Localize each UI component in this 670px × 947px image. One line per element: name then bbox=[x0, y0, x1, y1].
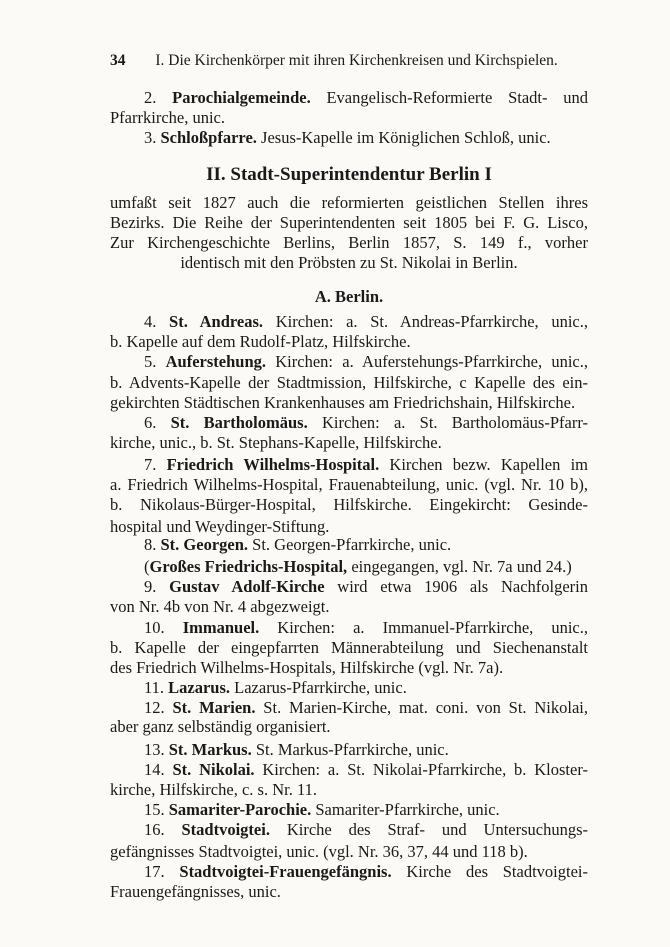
text-segment: 7. bbox=[144, 455, 167, 474]
text-line bbox=[110, 535, 588, 555]
text-segment: St. Marien-Kirche, mat. coni. von St. Nikolai, bbox=[255, 698, 588, 717]
text-segment: Kirche des Straf- und Untersuchungs- bbox=[269, 820, 588, 839]
text-line bbox=[110, 128, 588, 148]
text-segment: b. Kapelle auf dem Rudolf-Platz, Hilfskirche. bbox=[110, 332, 411, 351]
text-segment: 12. bbox=[144, 698, 173, 717]
text-segment: 10. bbox=[144, 618, 183, 637]
section-heading bbox=[110, 165, 588, 185]
text-segment: 16. bbox=[144, 820, 182, 839]
page-number: 34 bbox=[110, 52, 126, 69]
entry-name: Schloßpfarre. bbox=[160, 128, 257, 147]
entry-name: Immanuel. bbox=[182, 618, 260, 637]
text-line bbox=[110, 678, 588, 698]
running-title: I. Die Kirchenkörper mit ihren Kirchenkreisen und Kirchspielen. bbox=[155, 52, 558, 69]
text-segment: 17. bbox=[144, 862, 180, 881]
text-line bbox=[110, 193, 588, 213]
text-line bbox=[110, 820, 588, 840]
entry-name: St. Bartholomäus. bbox=[170, 413, 308, 432]
text-segment: St. Markus-Pfarrkirche, unic. bbox=[251, 740, 449, 759]
text-line bbox=[110, 352, 588, 372]
text-line bbox=[110, 312, 588, 332]
text-segment: Kirchen: a. St. Bartholomäus-Pfarr- bbox=[307, 413, 588, 432]
text-line bbox=[110, 108, 588, 128]
text-segment: Jesus-Kapelle im Königlichen Schloß, unic. bbox=[256, 128, 551, 147]
text-line bbox=[110, 517, 588, 537]
text-segment: a. Friedrich Wilhelms-Hospital, Frauenabteilung, unic. (vgl. Nr. 10 b), bbox=[110, 475, 588, 494]
text-segment: b. Nikolaus-Bürger-Hospital, Hilfskirche. Eingekircht: Gesinde- bbox=[110, 495, 588, 514]
text-segment: wird etwa 1906 als Nachfolgerin bbox=[324, 577, 588, 596]
text-segment: Kirchen: a. Auferstehungs-Pfarrkirche, unic., bbox=[266, 352, 588, 371]
text-segment: Frauengefängnisses, unic. bbox=[110, 882, 281, 901]
text-segment: Evangelisch-Reformierte Stadt- und bbox=[310, 88, 588, 107]
text-segment: 13. bbox=[144, 740, 169, 759]
text-segment: 6. bbox=[144, 413, 171, 432]
text-segment: hospital und Weydinger-Stiftung. bbox=[110, 517, 330, 536]
text-line bbox=[110, 393, 588, 413]
text-segment: umfaßt seit 1827 auch die reformierten geistlichen Stellen ihres bbox=[110, 193, 588, 212]
text-line bbox=[110, 475, 588, 495]
text-segment: Lazarus-Pfarrkirche, unic. bbox=[230, 678, 407, 697]
entry-name: Parochialgemeinde. bbox=[172, 88, 311, 107]
entry-name: Großes Friedrichs-Hospital, bbox=[149, 557, 348, 576]
text-segment: 9. bbox=[144, 577, 170, 596]
text-segment: 14. bbox=[144, 760, 173, 779]
running-header bbox=[110, 52, 558, 70]
text-segment: b. Kapelle der eingepfarrten Männerabteilung und Siechenanstalt bbox=[110, 638, 588, 657]
text-segment: II. Stadt-Superintendentur Berlin I bbox=[206, 164, 492, 185]
text-segment: gekirchten Städtischen Krankenhauses am Friedrichshain, Hilfskirche. bbox=[110, 393, 576, 412]
text-segment: 11. bbox=[144, 678, 169, 697]
text-segment: kirche, unic., b. St. Stephans-Kapelle, Hilfskirche. bbox=[110, 433, 442, 452]
text-line bbox=[110, 233, 588, 253]
text-line bbox=[110, 618, 588, 638]
entry-name: Lazarus. bbox=[168, 678, 231, 697]
text-segment: Kirchen bezw. Kapellen im bbox=[379, 455, 588, 474]
entry-name: St. Andreas. bbox=[169, 312, 264, 331]
entry-name: St. Georgen. bbox=[160, 535, 249, 554]
text-segment: Kirchen: a. St. Nikolai-Pfarrkirche, b. Kloster- bbox=[254, 760, 588, 779]
subsection-heading bbox=[110, 287, 588, 307]
text-line bbox=[110, 413, 588, 433]
entry-name: Friedrich Wilhelms-Hospital. bbox=[166, 455, 380, 474]
text-segment: ( bbox=[144, 557, 150, 576]
text-segment: Samariter-Pfarrkirche, unic. bbox=[311, 800, 500, 819]
text-line bbox=[110, 717, 588, 737]
text-line bbox=[110, 658, 588, 678]
text-line bbox=[110, 557, 588, 577]
text-segment: gefängnisses Stadtvoigtei, unic. (vgl. Nr. 36, 37, 44 und 118 b). bbox=[110, 842, 528, 861]
text-line bbox=[110, 495, 588, 515]
text-segment: 5. bbox=[144, 352, 166, 371]
text-segment: kirche, Hilfskirche, c. s. Nr. 11. bbox=[110, 780, 317, 799]
text-segment: von Nr. 4b von Nr. 4 abgezweigt. bbox=[110, 597, 330, 616]
text-segment: Kirche des Stadtvoigtei- bbox=[391, 862, 588, 881]
text-segment: 15. bbox=[144, 800, 169, 819]
entry-name: Gustav Adolf-Kirche bbox=[169, 577, 325, 596]
text-line bbox=[110, 698, 588, 718]
text-line bbox=[110, 577, 588, 597]
entry-name: St. Marien. bbox=[172, 698, 256, 717]
text-segment: Zur Kirchengeschichte Berlins, Berlin 1857, S. 149 f., vorher bbox=[110, 233, 588, 252]
text-line bbox=[110, 800, 588, 820]
entry-name: St. Nikolai. bbox=[172, 760, 255, 779]
text-line bbox=[110, 597, 588, 617]
text-segment: aber ganz selbständig organisiert. bbox=[110, 717, 331, 736]
text-segment: identisch mit den Pröbsten zu St. Nikolai in Berlin. bbox=[180, 253, 518, 272]
text-segment: St. Georgen-Pfarrkirche, unic. bbox=[248, 535, 452, 554]
text-segment: Pfarrkirche, unic. bbox=[110, 108, 225, 127]
text-line bbox=[110, 253, 588, 273]
text-segment: Kirchen: a. St. Andreas-Pfarrkirche, unic., bbox=[263, 312, 588, 331]
text-line bbox=[110, 332, 588, 352]
entry-name: St. Markus. bbox=[168, 740, 252, 759]
text-line bbox=[110, 760, 588, 780]
text-segment: 3. bbox=[144, 128, 161, 147]
text-segment: A. Berlin. bbox=[314, 287, 384, 306]
text-segment: des Friedrich Wilhelms-Hospitals, Hilfskirche (vgl. Nr. 7a). bbox=[110, 658, 504, 677]
text-line bbox=[110, 740, 588, 760]
text-line bbox=[110, 88, 588, 108]
text-line bbox=[110, 638, 588, 658]
text-line bbox=[110, 780, 588, 800]
text-segment: Bezirks. Die Reihe der Superintendenten seit 1805 bei F. G. Lisco, bbox=[110, 213, 588, 232]
text-line bbox=[110, 882, 588, 902]
text-segment: 2. bbox=[144, 88, 173, 107]
text-line bbox=[110, 213, 588, 233]
text-segment: 8. bbox=[144, 535, 161, 554]
text-line bbox=[110, 862, 588, 882]
text-line bbox=[110, 842, 588, 862]
entry-name: Stadtvoigtei. bbox=[181, 820, 270, 839]
entry-name: Samariter-Parochie. bbox=[168, 800, 312, 819]
entry-name: Auferstehung. bbox=[165, 352, 267, 371]
text-line bbox=[110, 455, 588, 475]
text-line bbox=[110, 433, 588, 453]
text-segment: 4. bbox=[144, 312, 170, 331]
entry-name: Stadtvoigtei-Frauengefängnis. bbox=[179, 862, 392, 881]
text-segment: Kirchen: a. Immanuel-Pfarrkirche, unic., bbox=[259, 618, 588, 637]
text-segment: eingegangen, vgl. Nr. 7a und 24.) bbox=[347, 557, 572, 576]
text-segment: b. Advents-Kapelle der Stadtmission, Hilfskirche, c Kapelle des ein- bbox=[110, 373, 588, 392]
text-line bbox=[110, 373, 588, 393]
